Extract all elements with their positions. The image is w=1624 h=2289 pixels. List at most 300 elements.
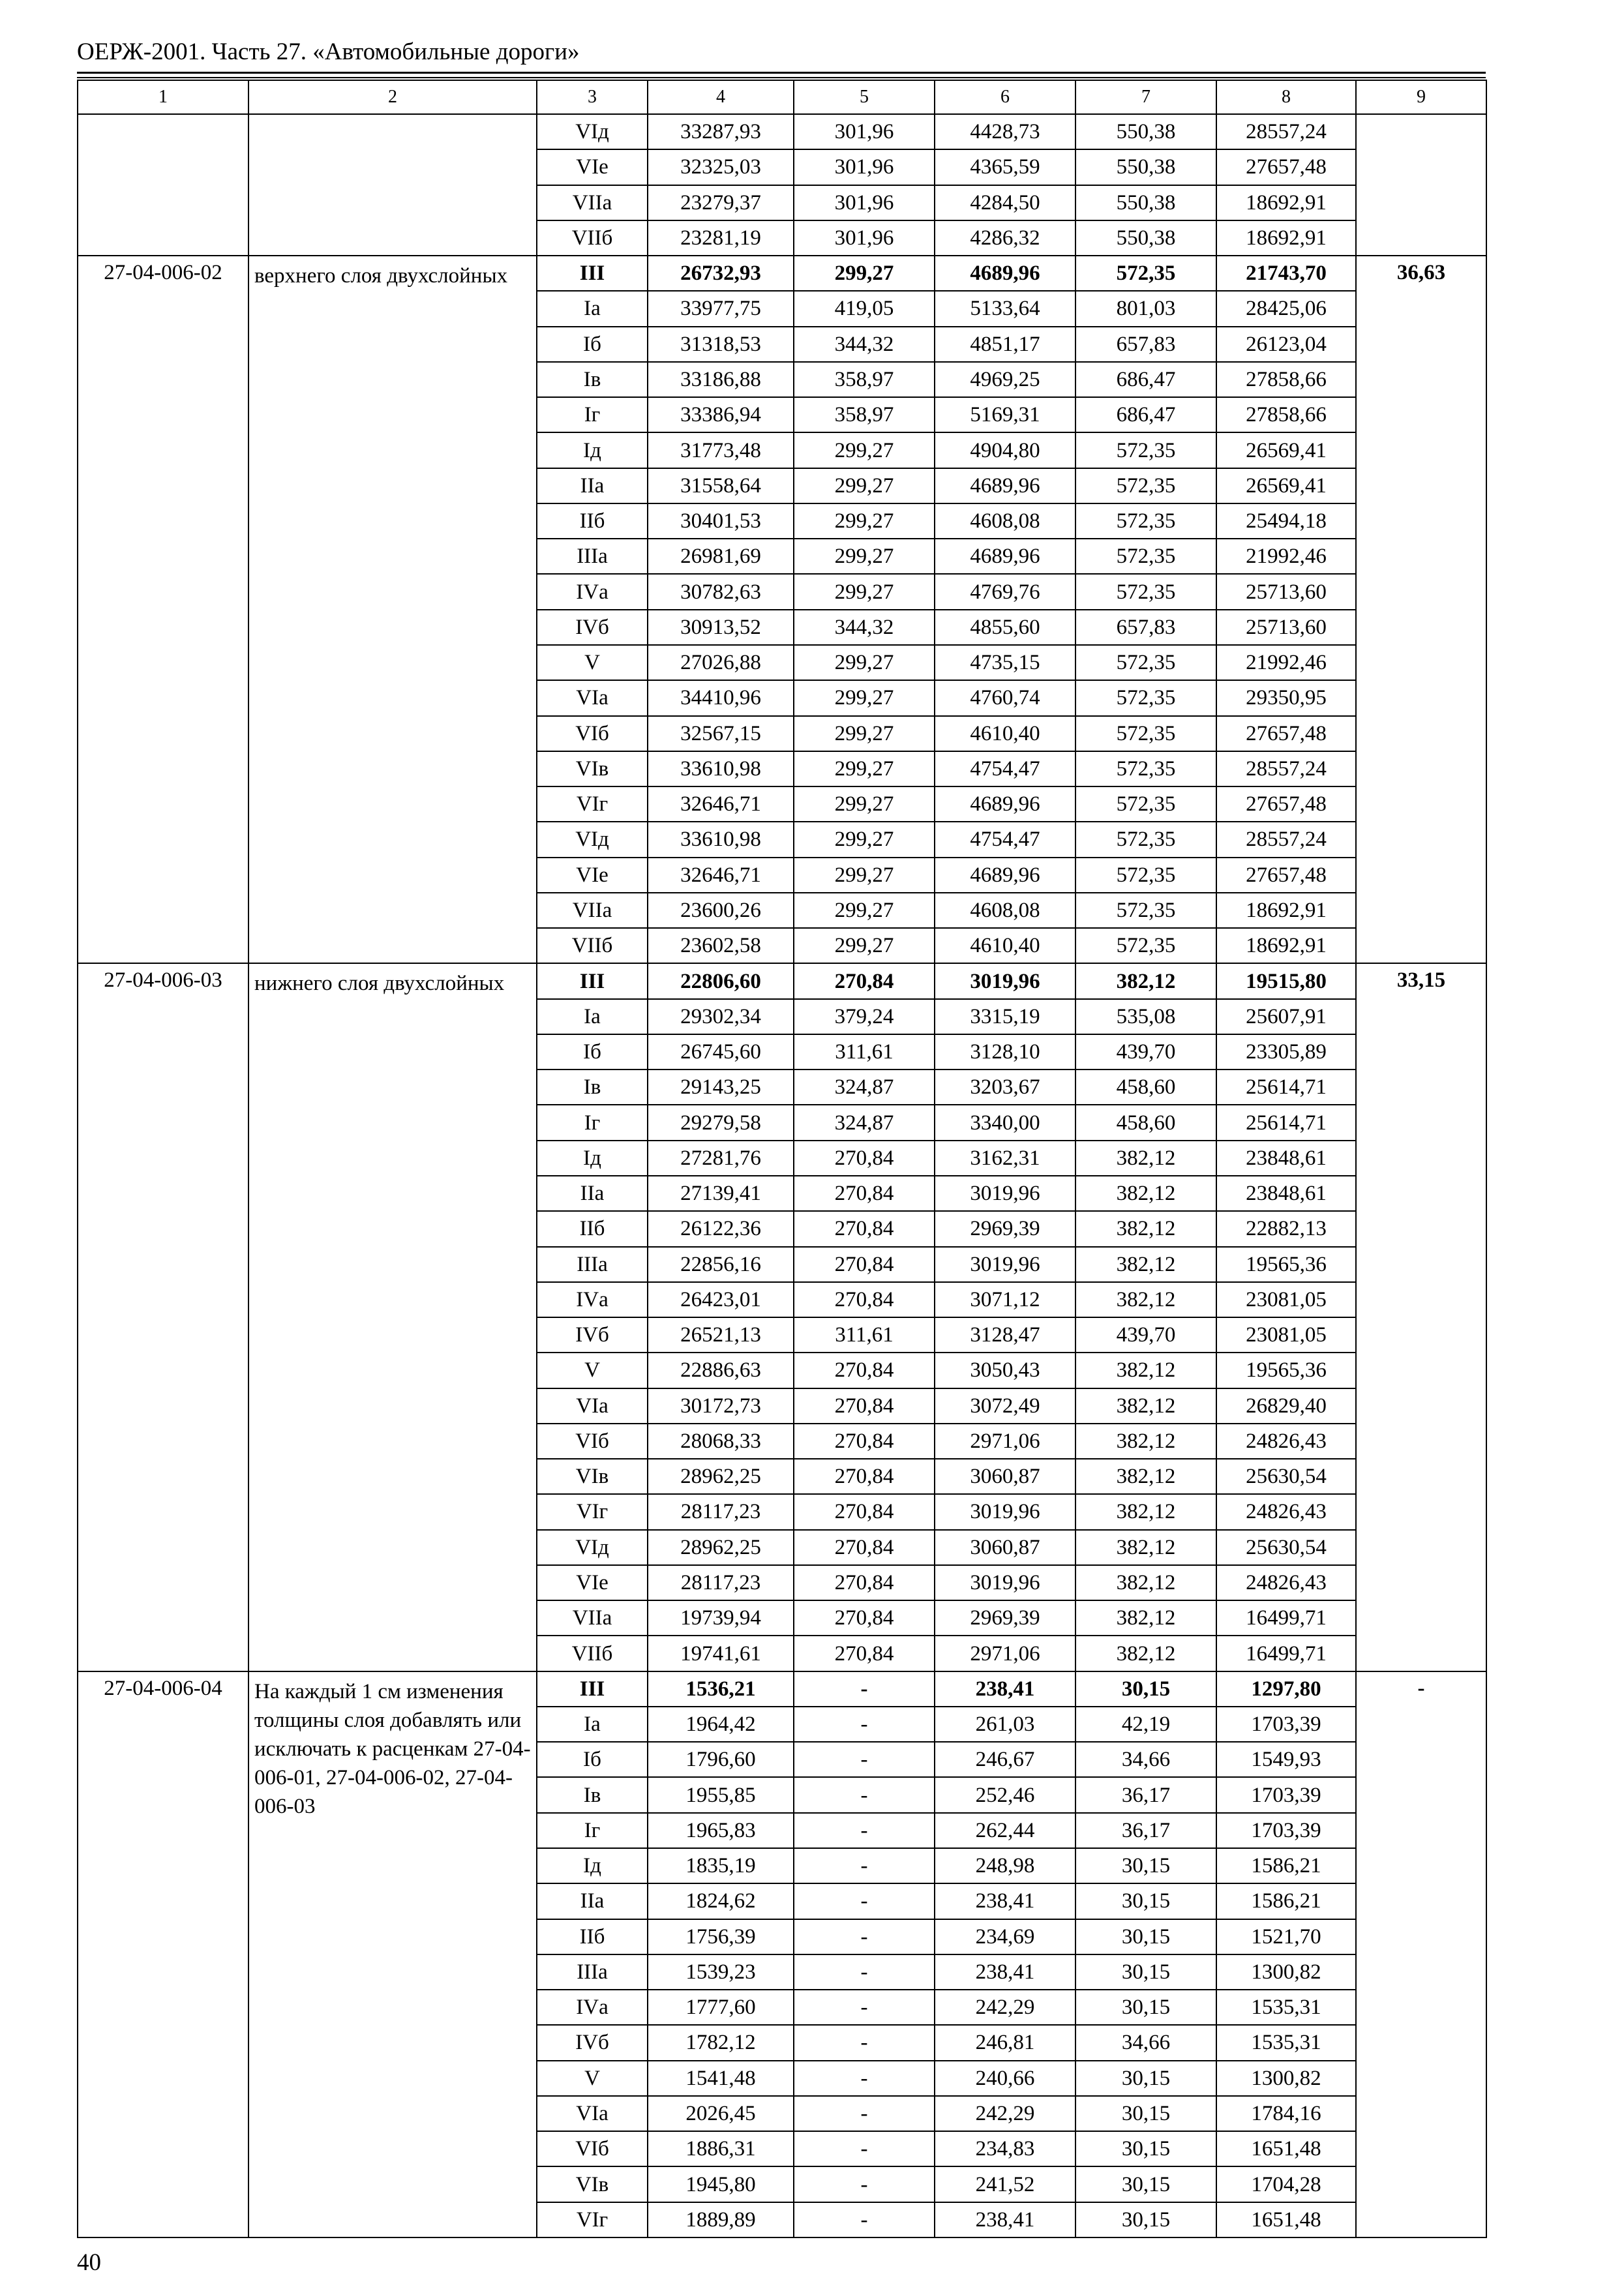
value-cell: 26569,41 <box>1216 432 1356 468</box>
value-cell: 458,60 <box>1075 1105 1216 1140</box>
value-cell: 299,27 <box>794 822 935 857</box>
value-cell: 27657,48 <box>1216 149 1356 185</box>
value-cell: 19565,36 <box>1216 1353 1356 1388</box>
value-cell: 27139,41 <box>648 1176 794 1211</box>
value-cell: 34,66 <box>1075 1742 1216 1777</box>
value-cell: 299,27 <box>794 256 935 291</box>
value-cell: 16499,71 <box>1216 1636 1356 1671</box>
value-cell: 301,96 <box>794 220 935 256</box>
zone-cell: Iд <box>537 1848 648 1883</box>
value-cell: 26569,41 <box>1216 468 1356 503</box>
value-cell: 1300,82 <box>1216 1954 1356 1990</box>
value-cell: 1889,89 <box>648 2202 794 2237</box>
zone-cell: VIIа <box>537 1600 648 1636</box>
zone-cell: VIе <box>537 858 648 893</box>
zone-cell: Iв <box>537 1777 648 1812</box>
value-cell: 270,84 <box>794 1636 935 1671</box>
value-cell: 270,84 <box>794 1494 935 1529</box>
value-cell: 270,84 <box>794 1247 935 1282</box>
value-cell: 31773,48 <box>648 432 794 468</box>
zone-cell: VIг <box>537 786 648 822</box>
value-cell: 4969,25 <box>935 362 1075 397</box>
zone-cell: VIа <box>537 1388 648 1424</box>
zone-cell: VIб <box>537 2131 648 2166</box>
value-cell: 270,84 <box>794 1176 935 1211</box>
value-cell: 1756,39 <box>648 1919 794 1954</box>
value-cell: 21992,46 <box>1216 645 1356 680</box>
value-cell: 657,83 <box>1075 327 1216 362</box>
labor-cost-cell: 36,63 <box>1356 256 1486 963</box>
value-cell: 32567,15 <box>648 716 794 751</box>
value-cell: 299,27 <box>794 716 935 751</box>
value-cell: 25614,71 <box>1216 1070 1356 1105</box>
value-cell: 299,27 <box>794 645 935 680</box>
zone-cell: Iа <box>537 999 648 1034</box>
value-cell: 299,27 <box>794 539 935 574</box>
value-cell: 311,61 <box>794 1317 935 1353</box>
value-cell: 36,17 <box>1075 1813 1216 1848</box>
value-cell: 382,12 <box>1075 1494 1216 1529</box>
zone-cell: VIIа <box>537 893 648 928</box>
value-cell: 23279,37 <box>648 185 794 220</box>
page-number: 40 <box>77 2249 101 2276</box>
value-cell: 572,35 <box>1075 574 1216 609</box>
value-cell: 299,27 <box>794 432 935 468</box>
value-cell: 3060,87 <box>935 1459 1075 1494</box>
value-cell: 24826,43 <box>1216 1494 1356 1529</box>
value-cell: 22882,13 <box>1216 1211 1356 1246</box>
value-cell: 270,84 <box>794 1211 935 1246</box>
value-cell: 270,84 <box>794 1565 935 1600</box>
value-cell: 27657,48 <box>1216 786 1356 822</box>
value-cell: 27858,66 <box>1216 397 1356 432</box>
value-cell: 2026,45 <box>648 2096 794 2131</box>
value-cell: 29143,25 <box>648 1070 794 1105</box>
value-cell: 21743,70 <box>1216 256 1356 291</box>
value-cell: 4284,50 <box>935 185 1075 220</box>
zone-cell: Iа <box>537 291 648 326</box>
value-cell: 4851,17 <box>935 327 1075 362</box>
zone-cell: IIIа <box>537 539 648 574</box>
value-cell: 30,15 <box>1075 1671 1216 1707</box>
value-cell: 22856,16 <box>648 1247 794 1282</box>
table-body <box>78 114 1486 2237</box>
value-cell: 23305,89 <box>1216 1034 1356 1070</box>
value-cell: 30,15 <box>1075 1990 1216 2025</box>
zone-cell: IVа <box>537 1990 648 2025</box>
column-header: 7 <box>1075 80 1216 114</box>
zone-cell: IIIа <box>537 1954 648 1990</box>
value-cell: 382,12 <box>1075 1636 1216 1671</box>
value-cell: 26745,60 <box>648 1034 794 1070</box>
zone-cell: Iг <box>537 397 648 432</box>
labor-cost-cell: - <box>1356 1671 1486 2237</box>
value-cell: 27281,76 <box>648 1141 794 1176</box>
zone-cell: VIа <box>537 680 648 715</box>
value-cell: 28068,33 <box>648 1424 794 1459</box>
zone-cell: VIе <box>537 149 648 185</box>
value-cell: 5169,31 <box>935 397 1075 432</box>
value-cell: 31558,64 <box>648 468 794 503</box>
value-cell: 4754,47 <box>935 751 1075 786</box>
value-cell: 30,15 <box>1075 2096 1216 2131</box>
value-cell: 3162,31 <box>935 1141 1075 1176</box>
value-cell: 4610,40 <box>935 928 1075 963</box>
value-cell: 801,03 <box>1075 291 1216 326</box>
value-cell: 5133,64 <box>935 291 1075 326</box>
zone-cell: IVа <box>537 574 648 609</box>
value-cell: 439,70 <box>1075 1317 1216 1353</box>
value-cell: 18692,91 <box>1216 185 1356 220</box>
zone-cell: VIа <box>537 2096 648 2131</box>
value-cell: 299,27 <box>794 928 935 963</box>
value-cell: 299,27 <box>794 680 935 715</box>
rate-code-cell <box>78 114 248 256</box>
value-cell: 2971,06 <box>935 1424 1075 1459</box>
value-cell: 30,15 <box>1075 1883 1216 1919</box>
value-cell: 344,32 <box>794 610 935 645</box>
value-cell: 4754,47 <box>935 822 1075 857</box>
value-cell: 30,15 <box>1075 1919 1216 1954</box>
value-cell: 299,27 <box>794 574 935 609</box>
value-cell: 572,35 <box>1075 928 1216 963</box>
value-cell: 299,27 <box>794 468 935 503</box>
value-cell: 299,27 <box>794 503 935 539</box>
value-cell: 25713,60 <box>1216 574 1356 609</box>
value-cell: 382,12 <box>1075 1530 1216 1565</box>
value-cell: 382,12 <box>1075 1282 1216 1317</box>
value-cell: 1535,31 <box>1216 1990 1356 2025</box>
value-cell: 2969,39 <box>935 1600 1075 1636</box>
value-cell: 1300,82 <box>1216 2061 1356 2096</box>
value-cell: 33977,75 <box>648 291 794 326</box>
value-cell: - <box>794 2096 935 2131</box>
value-cell: - <box>794 1919 935 1954</box>
value-cell: 24826,43 <box>1216 1565 1356 1600</box>
value-cell: 3315,19 <box>935 999 1075 1034</box>
value-cell: 36,17 <box>1075 1777 1216 1812</box>
value-cell: 26423,01 <box>648 1282 794 1317</box>
value-cell: 26122,36 <box>648 1211 794 1246</box>
value-cell: 30782,63 <box>648 574 794 609</box>
value-cell: 1586,21 <box>1216 1848 1356 1883</box>
value-cell: 1539,23 <box>648 1954 794 1990</box>
value-cell: 30172,73 <box>648 1388 794 1424</box>
value-cell: 3060,87 <box>935 1530 1075 1565</box>
zone-cell: V <box>537 1353 648 1388</box>
value-cell: 3071,12 <box>935 1282 1075 1317</box>
zone-cell: Iд <box>537 432 648 468</box>
value-cell: 22806,60 <box>648 963 794 998</box>
zone-cell: Iв <box>537 362 648 397</box>
value-cell: 238,41 <box>935 1671 1075 1707</box>
value-cell: 28117,23 <box>648 1494 794 1529</box>
value-cell: - <box>794 1813 935 1848</box>
zone-cell: IIа <box>537 1176 648 1211</box>
value-cell: 382,12 <box>1075 1141 1216 1176</box>
table-row <box>78 1671 1486 1707</box>
zone-cell: IIа <box>537 468 648 503</box>
value-cell: 572,35 <box>1075 893 1216 928</box>
zone-cell: VIв <box>537 751 648 786</box>
value-cell: 21992,46 <box>1216 539 1356 574</box>
zone-cell: Iа <box>537 1707 648 1742</box>
value-cell: 27657,48 <box>1216 716 1356 751</box>
work-description-cell: верхнего слоя двухслойных <box>248 256 537 963</box>
value-cell: 33386,94 <box>648 397 794 432</box>
value-cell: 1782,12 <box>648 2025 794 2060</box>
value-cell: 27026,88 <box>648 645 794 680</box>
zone-cell: IVб <box>537 610 648 645</box>
value-cell: 16499,71 <box>1216 1600 1356 1636</box>
value-cell: 301,96 <box>794 149 935 185</box>
table-row <box>78 256 1486 291</box>
value-cell: 30,15 <box>1075 1848 1216 1883</box>
value-cell: 18692,91 <box>1216 220 1356 256</box>
value-cell: 4428,73 <box>935 114 1075 149</box>
rates-table <box>77 80 1487 2238</box>
value-cell: 4735,15 <box>935 645 1075 680</box>
value-cell: 1703,39 <box>1216 1777 1356 1812</box>
value-cell: - <box>794 1883 935 1919</box>
column-header: 4 <box>648 80 794 114</box>
value-cell: 238,41 <box>935 1883 1075 1919</box>
value-cell: 1651,48 <box>1216 2202 1356 2237</box>
value-cell: 1549,93 <box>1216 1742 1356 1777</box>
value-cell: 30,15 <box>1075 2202 1216 2237</box>
zone-cell: VIб <box>537 716 648 751</box>
value-cell: 1777,60 <box>648 1990 794 2025</box>
value-cell: - <box>794 1742 935 1777</box>
value-cell: 4689,96 <box>935 786 1075 822</box>
zone-cell: VIг <box>537 1494 648 1529</box>
value-cell: 4286,32 <box>935 220 1075 256</box>
table-row <box>78 963 1486 998</box>
zone-cell: IIа <box>537 1883 648 1919</box>
value-cell: - <box>794 2202 935 2237</box>
column-header: 5 <box>794 80 935 114</box>
value-cell: 572,35 <box>1075 432 1216 468</box>
zone-cell: VIд <box>537 822 648 857</box>
value-cell: 19741,61 <box>648 1636 794 1671</box>
value-cell: 29279,58 <box>648 1105 794 1140</box>
zone-cell: IVб <box>537 2025 648 2060</box>
value-cell: 32325,03 <box>648 149 794 185</box>
zone-cell: III <box>537 256 648 291</box>
value-cell: 270,84 <box>794 963 935 998</box>
value-cell: 242,29 <box>935 1990 1075 2025</box>
value-cell: 3128,47 <box>935 1317 1075 1353</box>
value-cell: 238,41 <box>935 1954 1075 1990</box>
value-cell: 382,12 <box>1075 1353 1216 1388</box>
rate-code-cell: 27-04-006-02 <box>78 256 248 963</box>
value-cell: - <box>794 2166 935 2202</box>
value-cell: 30,15 <box>1075 1954 1216 1990</box>
value-cell: 572,35 <box>1075 822 1216 857</box>
value-cell: 1535,31 <box>1216 2025 1356 2060</box>
zone-cell: Iб <box>537 1742 648 1777</box>
value-cell: 270,84 <box>794 1353 935 1388</box>
value-cell: - <box>794 1954 935 1990</box>
value-cell: - <box>794 1990 935 2025</box>
column-header: 3 <box>537 80 648 114</box>
zone-cell: IIб <box>537 1919 648 1954</box>
value-cell: 382,12 <box>1075 1247 1216 1282</box>
value-cell: 262,44 <box>935 1813 1075 1848</box>
value-cell: 379,24 <box>794 999 935 1034</box>
value-cell: 28962,25 <box>648 1530 794 1565</box>
value-cell: 18692,91 <box>1216 928 1356 963</box>
value-cell: 1541,48 <box>648 2061 794 2096</box>
value-cell: 572,35 <box>1075 539 1216 574</box>
value-cell: 3019,96 <box>935 1176 1075 1211</box>
value-cell: 1824,62 <box>648 1883 794 1919</box>
value-cell: 572,35 <box>1075 786 1216 822</box>
value-cell: - <box>794 1671 935 1707</box>
value-cell: 18692,91 <box>1216 893 1356 928</box>
value-cell: 26123,04 <box>1216 327 1356 362</box>
rate-code-cell: 27-04-006-04 <box>78 1671 248 2237</box>
value-cell: 382,12 <box>1075 1424 1216 1459</box>
zone-cell: III <box>537 963 648 998</box>
value-cell: 550,38 <box>1075 114 1216 149</box>
value-cell: 3050,43 <box>935 1353 1075 1388</box>
value-cell: 1704,28 <box>1216 2166 1356 2202</box>
zone-cell: III <box>537 1671 648 1707</box>
value-cell: 299,27 <box>794 858 935 893</box>
value-cell: 2971,06 <box>935 1636 1075 1671</box>
value-cell: 270,84 <box>794 1141 935 1176</box>
value-cell: 4608,08 <box>935 503 1075 539</box>
value-cell: 299,27 <box>794 751 935 786</box>
value-cell: 30,15 <box>1075 2131 1216 2166</box>
value-cell: 25614,71 <box>1216 1105 1356 1140</box>
value-cell: 26732,93 <box>648 256 794 291</box>
value-cell: 2969,39 <box>935 1211 1075 1246</box>
value-cell: 572,35 <box>1075 680 1216 715</box>
zone-cell: Iг <box>537 1105 648 1140</box>
zone-cell: VIIб <box>537 1636 648 1671</box>
value-cell: 1835,19 <box>648 1848 794 1883</box>
value-cell: 382,12 <box>1075 1176 1216 1211</box>
value-cell: 26829,40 <box>1216 1388 1356 1424</box>
rate-code-cell: 27-04-006-03 <box>78 963 248 1671</box>
value-cell: 34410,96 <box>648 680 794 715</box>
value-cell: 572,35 <box>1075 503 1216 539</box>
value-cell: 32646,71 <box>648 786 794 822</box>
value-cell: 242,29 <box>935 2096 1075 2131</box>
value-cell: 3019,96 <box>935 963 1075 998</box>
zone-cell: Iб <box>537 1034 648 1070</box>
value-cell: 4365,59 <box>935 149 1075 185</box>
zone-cell: VIб <box>537 1424 648 1459</box>
value-cell: 234,69 <box>935 1919 1075 1954</box>
work-description-cell: нижнего слоя двухслойных <box>248 963 537 1671</box>
value-cell: 25630,54 <box>1216 1530 1356 1565</box>
value-cell: - <box>794 1848 935 1883</box>
value-cell: 30,15 <box>1075 2166 1216 2202</box>
zone-cell: Iб <box>537 327 648 362</box>
value-cell: 1945,80 <box>648 2166 794 2202</box>
labor-cost-cell <box>1356 114 1486 256</box>
value-cell: 311,61 <box>794 1034 935 1070</box>
value-cell: 28557,24 <box>1216 822 1356 857</box>
zone-cell: IIIа <box>537 1247 648 1282</box>
value-cell: 23081,05 <box>1216 1282 1356 1317</box>
value-cell: 358,97 <box>794 397 935 432</box>
value-cell: 382,12 <box>1075 1565 1216 1600</box>
value-cell: 29350,95 <box>1216 680 1356 715</box>
value-cell: 23281,19 <box>648 220 794 256</box>
value-cell: 1536,21 <box>648 1671 794 1707</box>
value-cell: 1955,85 <box>648 1777 794 1812</box>
zone-cell: VIIб <box>537 928 648 963</box>
value-cell: 25713,60 <box>1216 610 1356 645</box>
value-cell: 261,03 <box>935 1707 1075 1742</box>
value-cell: 33287,93 <box>648 114 794 149</box>
value-cell: 241,52 <box>935 2166 1075 2202</box>
zone-cell: VIд <box>537 114 648 149</box>
value-cell: 3019,96 <box>935 1565 1075 1600</box>
value-cell: 23602,58 <box>648 928 794 963</box>
zone-cell: Iв <box>537 1070 648 1105</box>
value-cell: 324,87 <box>794 1105 935 1140</box>
value-cell: 270,84 <box>794 1424 935 1459</box>
zone-cell: IIб <box>537 1211 648 1246</box>
value-cell: 30401,53 <box>648 503 794 539</box>
value-cell: 27657,48 <box>1216 858 1356 893</box>
value-cell: - <box>794 1707 935 1742</box>
value-cell: 382,12 <box>1075 963 1216 998</box>
value-cell: 4760,74 <box>935 680 1075 715</box>
value-cell: 686,47 <box>1075 397 1216 432</box>
value-cell: 246,67 <box>935 1742 1075 1777</box>
value-cell: 34,66 <box>1075 2025 1216 2060</box>
value-cell: 19739,94 <box>648 1600 794 1636</box>
work-description-cell <box>248 114 537 256</box>
value-cell: 1965,83 <box>648 1813 794 1848</box>
value-cell: 572,35 <box>1075 468 1216 503</box>
value-cell: 238,41 <box>935 2202 1075 2237</box>
value-cell: 28557,24 <box>1216 751 1356 786</box>
zone-cell: Iг <box>537 1813 648 1848</box>
value-cell: 550,38 <box>1075 185 1216 220</box>
work-description-cell: На каждый 1 см изменения толщины слоя добавлять или исключать к расценкам 27-04-006-01, 27-04-006-02, 27-04-006-03 <box>248 1671 537 2237</box>
value-cell: 324,87 <box>794 1070 935 1105</box>
value-cell: 25494,18 <box>1216 503 1356 539</box>
value-cell: 19515,80 <box>1216 963 1356 998</box>
column-header: 2 <box>248 80 537 114</box>
value-cell: 28425,06 <box>1216 291 1356 326</box>
value-cell: 4904,80 <box>935 432 1075 468</box>
value-cell: 1586,21 <box>1216 1883 1356 1919</box>
value-cell: 4689,96 <box>935 256 1075 291</box>
value-cell: 28962,25 <box>648 1459 794 1494</box>
header-rule-thin <box>77 77 1486 78</box>
value-cell: 23600,26 <box>648 893 794 928</box>
column-header: 1 <box>78 80 248 114</box>
zone-cell: V <box>537 645 648 680</box>
value-cell: 3019,96 <box>935 1247 1075 1282</box>
zone-cell: V <box>537 2061 648 2096</box>
value-cell: 28117,23 <box>648 1565 794 1600</box>
zone-cell: Iд <box>537 1141 648 1176</box>
value-cell: 3340,00 <box>935 1105 1075 1140</box>
column-number-row <box>78 80 1486 114</box>
value-cell: - <box>794 2025 935 2060</box>
value-cell: 26521,13 <box>648 1317 794 1353</box>
value-cell: 1886,31 <box>648 2131 794 2166</box>
